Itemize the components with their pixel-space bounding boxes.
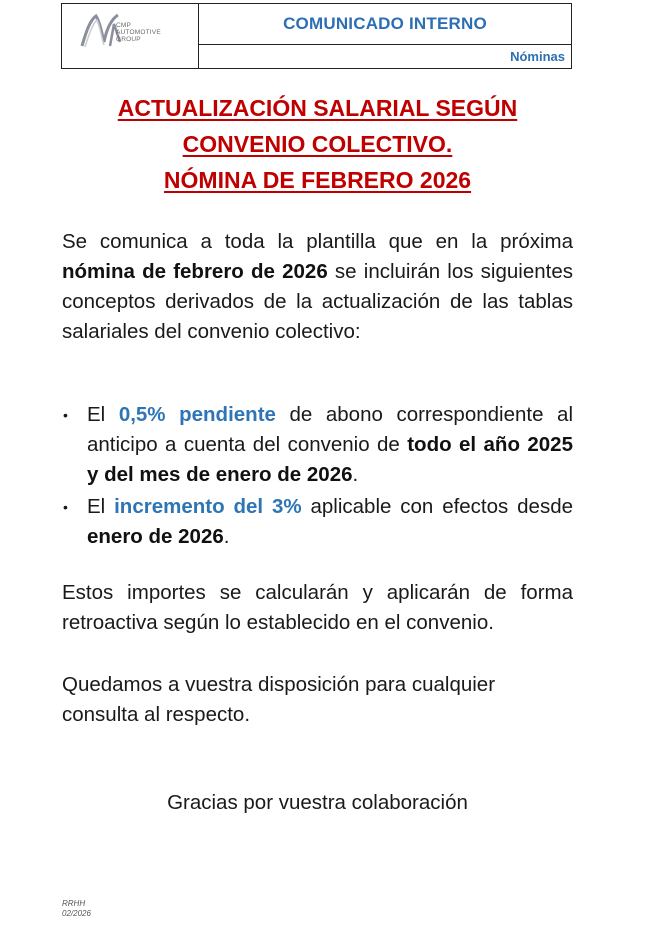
retroactive-paragraph: Estos importes se calcularán y aplicarán de forma retroactiva según lo establecido en el convenio. <box>62 581 573 634</box>
title-line: ACTUALIZACIÓN SALARIAL SEGÚN <box>117 95 518 121</box>
footer-date: 02/2026 <box>62 909 91 918</box>
bullet-icon: • <box>63 499 68 515</box>
intro-paragraph: Se comunica a toda la plantilla que en la próxima nómina de febrero de 2026 se incluirán los siguientes conceptos derivados de la actualización de las tablas salariales del convenio colectivo: <box>62 230 573 343</box>
header-department: Nóminas <box>510 49 565 64</box>
header-title: COMUNICADO INTERNO <box>199 4 571 45</box>
document-header <box>61 3 572 69</box>
list-item: • El incremento del 3% aplicable con efectos desde enero de 2026. <box>62 492 573 552</box>
company-logo <box>62 4 199 68</box>
list-item: • El 0,5% pendiente de abono correspondiente al anticipo a cuenta del convenio de todo el año 2025 y del mes de enero de 2026. <box>62 400 573 490</box>
title-line: CONVENIO COLECTIVO. <box>182 131 453 157</box>
logo-wordmark: CMP AUTOMOTIVE GROUP <box>116 22 161 43</box>
footer-department: RRHH <box>62 899 86 908</box>
document-title <box>60 90 575 198</box>
bullet-icon: • <box>63 407 68 423</box>
thanks-line: Gracias por vuestra colaboración <box>167 791 468 814</box>
title-line: NÓMINA DE FEBRERO 2026 <box>163 167 472 193</box>
concepts-list <box>62 400 573 552</box>
contact-paragraph: Quedamos a vuestra disposición para cualquier consulta al respecto. <box>62 673 496 726</box>
document-footer <box>62 899 91 919</box>
